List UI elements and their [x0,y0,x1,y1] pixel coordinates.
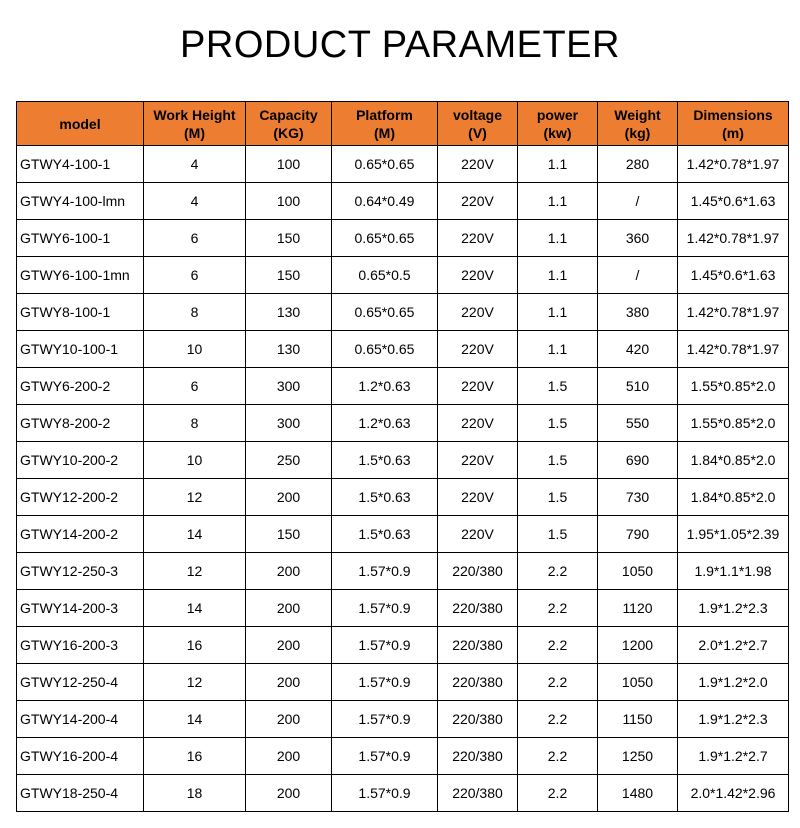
cell-work-height: 6 [144,368,246,405]
cell-platform: 1.2*0.63 [332,368,438,405]
cell-power: 1.5 [518,479,598,516]
cell-dimensions: 1.9*1.1*1.98 [678,553,789,590]
cell-dimensions: 1.9*1.2*2.3 [678,701,789,738]
cell-weight: 1120 [598,590,678,627]
cell-platform: 0.65*0.65 [332,294,438,331]
cell-capacity: 200 [246,590,332,627]
cell-weight: 1250 [598,738,678,775]
cell-power: 1.5 [518,368,598,405]
cell-model: GTWY14-200-3 [17,590,144,627]
cell-capacity: 200 [246,553,332,590]
cell-model: GTWY10-100-1 [17,331,144,368]
cell-work-height: 4 [144,183,246,220]
table-row [17,775,789,812]
cell-work-height: 14 [144,701,246,738]
cell-dimensions: 1.42*0.78*1.97 [678,220,789,257]
cell-dimensions: 1.95*1.05*2.39 [678,516,789,553]
cell-power: 2.2 [518,590,598,627]
header-model [17,102,144,146]
cell-platform: 0.65*0.65 [332,331,438,368]
cell-capacity: 100 [246,146,332,183]
header-power [518,102,598,146]
cell-power: 1.5 [518,442,598,479]
cell-voltage: 220V [438,146,518,183]
cell-dimensions: 2.0*1.2*2.7 [678,627,789,664]
table-row [17,294,789,331]
cell-voltage: 220V [438,220,518,257]
cell-platform: 1.57*0.9 [332,553,438,590]
cell-platform: 0.65*0.5 [332,257,438,294]
cell-capacity: 130 [246,294,332,331]
cell-voltage: 220/380 [438,627,518,664]
table-row [17,664,789,701]
cell-capacity: 200 [246,627,332,664]
header-label: model [59,115,101,132]
cell-model: GTWY10-200-2 [17,442,144,479]
cell-power: 1.1 [518,220,598,257]
cell-work-height: 8 [144,294,246,331]
cell-model: GTWY16-200-4 [17,738,144,775]
cell-dimensions: 1.45*0.6*1.63 [678,257,789,294]
cell-model: GTWY8-200-2 [17,405,144,442]
header-unit: (M) [374,124,395,141]
page-title: PRODUCT PARAMETER [180,24,620,66]
cell-platform: 1.5*0.63 [332,442,438,479]
cell-voltage: 220V [438,479,518,516]
cell-platform: 1.5*0.63 [332,516,438,553]
cell-platform: 1.57*0.9 [332,701,438,738]
table-row [17,405,789,442]
header-label: voltage [452,106,502,123]
cell-model: GTWY18-250-4 [17,775,144,812]
header-unit: (kw) [543,124,572,141]
cell-power: 1.1 [518,331,598,368]
cell-power: 2.2 [518,701,598,738]
cell-weight: 1050 [598,664,678,701]
cell-platform: 0.65*0.65 [332,220,438,257]
cell-power: 2.2 [518,627,598,664]
header-capacity [246,102,332,146]
cell-capacity: 200 [246,775,332,812]
cell-model: GTWY16-200-3 [17,627,144,664]
table-row [17,183,789,220]
header-label: Weight [614,106,661,123]
cell-voltage: 220V [438,368,518,405]
cell-work-height: 8 [144,405,246,442]
cell-weight: 280 [598,146,678,183]
table-row [17,146,789,183]
table-row [17,331,789,368]
cell-power: 1.5 [518,405,598,442]
cell-capacity: 130 [246,331,332,368]
cell-weight: 690 [598,442,678,479]
table-row [17,553,789,590]
header-work-height [144,102,246,146]
cell-model: GTWY14-200-2 [17,516,144,553]
cell-platform: 1.57*0.9 [332,627,438,664]
cell-capacity: 150 [246,220,332,257]
cell-work-height: 4 [144,146,246,183]
header-label: Platform [356,106,413,123]
cell-model: GTWY12-250-3 [17,553,144,590]
cell-power: 1.1 [518,294,598,331]
cell-model: GTWY4-100-lmn [17,183,144,220]
cell-platform: 1.57*0.9 [332,590,438,627]
cell-work-height: 16 [144,627,246,664]
cell-voltage: 220V [438,257,518,294]
header-unit: (M) [184,124,205,141]
cell-voltage: 220V [438,516,518,553]
cell-capacity: 200 [246,664,332,701]
cell-power: 2.2 [518,664,598,701]
cell-capacity: 250 [246,442,332,479]
cell-model: GTWY12-250-4 [17,664,144,701]
cell-weight: 1050 [598,553,678,590]
cell-work-height: 10 [144,442,246,479]
cell-work-height: 14 [144,516,246,553]
table-header-row [17,102,789,146]
table-row [17,516,789,553]
table-row [17,442,789,479]
cell-weight: 730 [598,479,678,516]
cell-capacity: 150 [246,516,332,553]
cell-voltage: 220/380 [438,553,518,590]
cell-dimensions: 1.42*0.78*1.97 [678,331,789,368]
cell-model: GTWY6-200-2 [17,368,144,405]
cell-platform: 1.57*0.9 [332,775,438,812]
cell-weight: 790 [598,516,678,553]
cell-model: GTWY4-100-1 [17,146,144,183]
header-unit: (V) [468,124,487,141]
cell-model: GTWY8-100-1 [17,294,144,331]
cell-dimensions: 1.84*0.85*2.0 [678,479,789,516]
header-weight [598,102,678,146]
table-row [17,590,789,627]
header-platform [332,102,438,146]
parameter-table [16,101,789,812]
table-row [17,701,789,738]
cell-capacity: 300 [246,405,332,442]
table-row [17,368,789,405]
cell-dimensions: 1.9*1.2*2.7 [678,738,789,775]
header-dimensions [678,102,789,146]
cell-model: GTWY14-200-4 [17,701,144,738]
table-row [17,738,789,775]
cell-work-height: 12 [144,553,246,590]
cell-dimensions: 1.42*0.78*1.97 [678,146,789,183]
cell-weight: 1200 [598,627,678,664]
cell-model: GTWY12-200-2 [17,479,144,516]
table-row [17,627,789,664]
cell-power: 1.5 [518,516,598,553]
cell-model: GTWY6-100-1mn [17,257,144,294]
cell-dimensions: 1.9*1.2*2.0 [678,664,789,701]
cell-work-height: 18 [144,775,246,812]
cell-work-height: 12 [144,479,246,516]
cell-work-height: 6 [144,220,246,257]
header-label: Work Height [153,106,236,123]
cell-weight: 380 [598,294,678,331]
cell-work-height: 10 [144,331,246,368]
cell-platform: 1.5*0.63 [332,479,438,516]
cell-voltage: 220V [438,442,518,479]
cell-dimensions: 1.55*0.85*2.0 [678,405,789,442]
cell-power: 1.1 [518,146,598,183]
header-unit: (m) [722,124,744,141]
cell-weight: 550 [598,405,678,442]
table-row [17,257,789,294]
cell-dimensions: 1.45*0.6*1.63 [678,183,789,220]
cell-voltage: 220V [438,294,518,331]
cell-power: 2.2 [518,775,598,812]
cell-voltage: 220/380 [438,701,518,738]
table-row [17,220,789,257]
header-unit: (KG) [273,124,304,141]
cell-platform: 0.64*0.49 [332,183,438,220]
header-label: Capacity [259,106,318,123]
cell-voltage: 220/380 [438,664,518,701]
cell-work-height: 16 [144,738,246,775]
cell-work-height: 6 [144,257,246,294]
table-row [17,479,789,516]
cell-dimensions: 1.9*1.2*2.3 [678,590,789,627]
cell-weight: 1150 [598,701,678,738]
cell-power: 2.2 [518,553,598,590]
cell-platform: 1.2*0.63 [332,405,438,442]
cell-voltage: 220V [438,331,518,368]
cell-work-height: 14 [144,590,246,627]
cell-weight: 420 [598,331,678,368]
cell-platform: 0.65*0.65 [332,146,438,183]
cell-power: 1.1 [518,183,598,220]
header-label: power [536,106,579,123]
cell-voltage: 220/380 [438,775,518,812]
cell-dimensions: 1.55*0.85*2.0 [678,368,789,405]
cell-power: 1.1 [518,257,598,294]
cell-weight: 510 [598,368,678,405]
cell-capacity: 100 [246,183,332,220]
cell-work-height: 12 [144,664,246,701]
cell-voltage: 220/380 [438,738,518,775]
cell-capacity: 300 [246,368,332,405]
header-label: Dimensions [693,106,773,123]
cell-power: 2.2 [518,738,598,775]
cell-weight: 1480 [598,775,678,812]
cell-dimensions: 1.42*0.78*1.97 [678,294,789,331]
cell-weight: / [598,183,678,220]
header-voltage [438,102,518,146]
cell-voltage: 220V [438,183,518,220]
cell-capacity: 200 [246,479,332,516]
cell-platform: 1.57*0.9 [332,664,438,701]
cell-voltage: 220V [438,405,518,442]
cell-capacity: 200 [246,701,332,738]
cell-capacity: 150 [246,257,332,294]
header-unit: (kg) [624,124,651,141]
cell-dimensions: 2.0*1.42*2.96 [678,775,789,812]
cell-dimensions: 1.84*0.85*2.0 [678,442,789,479]
cell-weight: / [598,257,678,294]
cell-model: GTWY6-100-1 [17,220,144,257]
cell-weight: 360 [598,220,678,257]
cell-capacity: 200 [246,738,332,775]
cell-platform: 1.57*0.9 [332,738,438,775]
table-body [17,146,789,812]
cell-voltage: 220/380 [438,590,518,627]
